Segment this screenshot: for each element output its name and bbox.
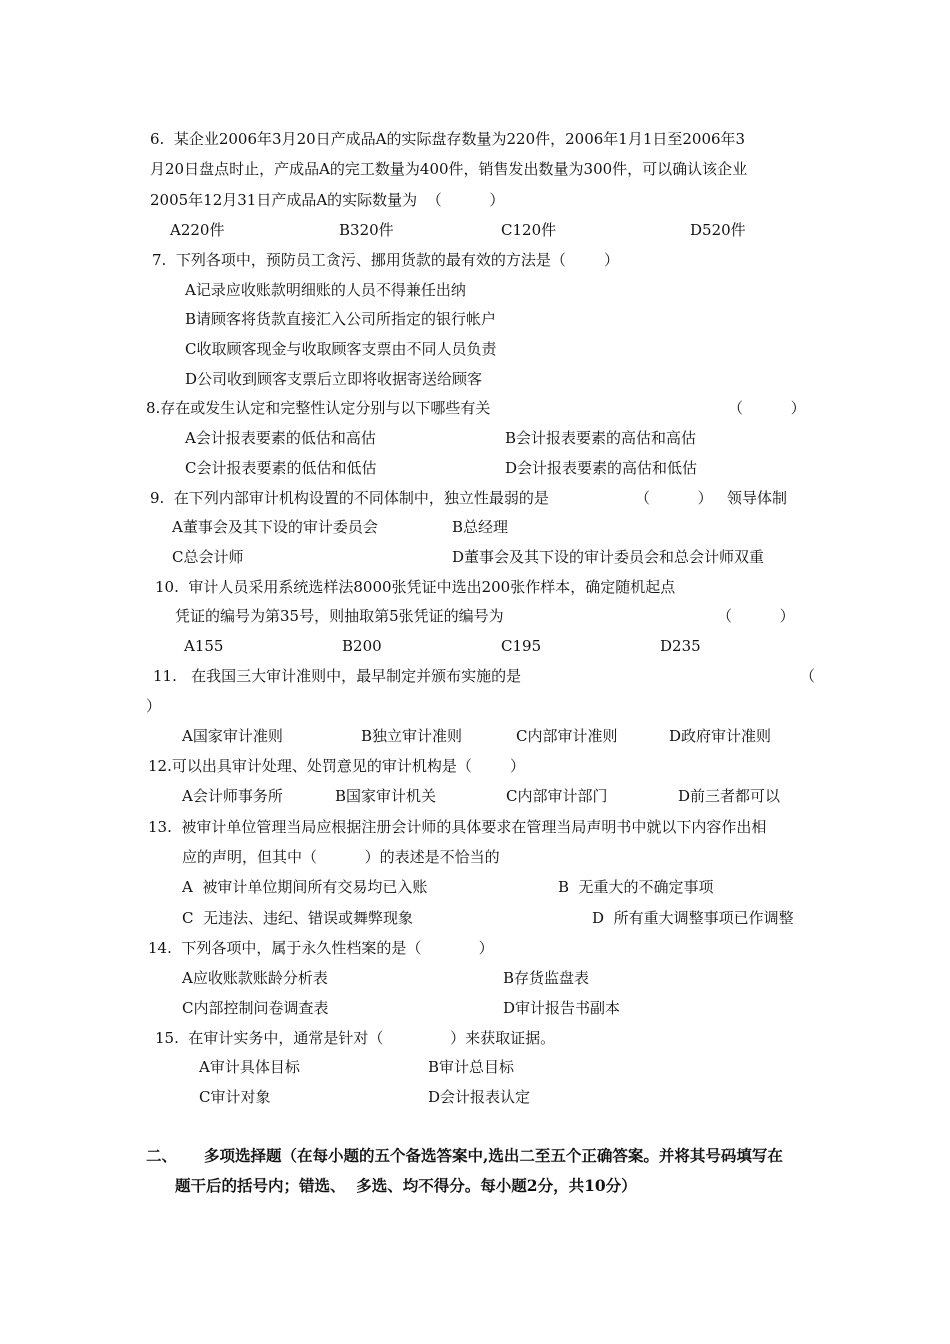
section2-number: 二、 xyxy=(146,1146,178,1165)
q10-option-d: D235 xyxy=(660,637,701,655)
q10-option-b: B200 xyxy=(342,637,382,655)
q7-stem: 7. 下列各项中，预防员工贪污、挪用货款的最有效的方法是（ ） xyxy=(152,251,619,269)
q9-option-a: A董事会及其下设的审计委员会 xyxy=(172,518,378,536)
q14-option-d: D审计报告书副本 xyxy=(503,999,621,1017)
q8-stem: 8.存在或发生认定和完整性认定分别与以下哪些有关 xyxy=(146,399,491,417)
q15-option-b: B审计总目标 xyxy=(428,1058,515,1076)
q6-option-a: A220件 xyxy=(170,221,225,239)
section2-heading-line1: 多项选择题（在每小题的五个备选答案中,选出二至五个正确答案。并将其号码填写在 xyxy=(204,1146,783,1165)
q9-option-b: B总经理 xyxy=(452,518,509,536)
q12-stem: 12.可以出具审计处理、处罚意见的审计机构是（ ） xyxy=(148,757,526,775)
section2-heading-line2: 题干后的括号内；错选、 多选、均不得分。每小题2分，共10分） xyxy=(175,1176,637,1195)
q9-option-c: C总会计师 xyxy=(172,548,244,566)
q14-stem: 14. 下列各项中，属于永久性档案的是（ ） xyxy=(148,939,494,957)
q11-option-b: B独立审计准则 xyxy=(361,727,463,745)
q11-option-d: D政府审计准则 xyxy=(669,727,772,745)
q9-answer-paren: （ ） 领导体制 xyxy=(635,489,787,507)
q10-stem-line2: 凭证的编号为第35号，则抽取第5张凭证的编号为 xyxy=(175,607,504,625)
q15-option-d: D会计报表认定 xyxy=(428,1088,531,1106)
q9-stem: 9. 在下列内部审计机构设置的不同体制中，独立性最弱的是 xyxy=(150,489,549,507)
q8-option-d: D会计报表要素的高估和低估 xyxy=(505,459,698,477)
q7-option-a: A记录应收账款明细账的人员不得兼任出纳 xyxy=(185,281,466,299)
q7-option-b: B请顾客将货款直接汇入公司所指定的银行帐户 xyxy=(185,310,497,328)
q13-option-c: C 无违法、违纪、错误或舞弊现象 xyxy=(182,909,414,927)
q10-option-c: C195 xyxy=(501,637,542,655)
q10-option-a: A155 xyxy=(184,637,224,655)
q10-answer-paren: （ ） xyxy=(717,607,795,625)
q15-stem: 15. 在审计实务中，通常是针对（ ）来获取证据。 xyxy=(155,1029,556,1047)
q8-option-a: A会计报表要素的低估和高估 xyxy=(185,429,376,447)
q15-option-a: A审计具体目标 xyxy=(199,1058,300,1076)
q6-option-c: C120件 xyxy=(501,221,557,239)
q11-option-a: A国家审计准则 xyxy=(182,727,283,745)
q11-stem: 11. 在我国三大审计准则中，最早制定并颁布实施的是 xyxy=(153,667,522,685)
q6-stem-line2: 月20日盘点时止，产成品A的完工数量为400件，销售发出数量为300件，可以确认该企业 xyxy=(150,160,748,178)
q13-option-b: B 无重大的不确定事项 xyxy=(558,878,714,896)
q15-option-c: C审计对象 xyxy=(199,1088,271,1106)
q8-answer-paren: （ ） xyxy=(728,399,806,417)
q12-option-b: B国家审计机关 xyxy=(335,787,437,805)
q13-option-d: D 所有重大调整事项已作调整 xyxy=(592,909,794,927)
q11-answer-paren-open: （ xyxy=(800,667,816,685)
q6-stem-line3: 2005年12月31日产成品A的实际数量为 （ ） xyxy=(150,191,505,209)
q14-option-c: C内部控制问卷调查表 xyxy=(182,999,329,1017)
q12-option-d: D前三者都可以 xyxy=(678,787,781,805)
q11-answer-paren-close: ） xyxy=(146,697,162,715)
q6-stem-line1: 6. 某企业2006年3月20日产成品A的实际盘存数量为220件，2006年1月1日至2006年3 xyxy=(150,130,746,148)
q13-option-a: A 被审计单位期间所有交易均已入账 xyxy=(182,878,428,896)
q13-stem-line1: 13. 被审计单位管理当局应根据注册会计师的具体要求在管理当局声明书中就以下内容作出相 xyxy=(148,818,767,836)
q14-option-b: B存货监盘表 xyxy=(503,969,590,987)
q6-option-b: B320件 xyxy=(339,221,394,239)
q8-option-b: B会计报表要素的高估和高估 xyxy=(505,429,697,447)
q11-option-c: C内部审计准则 xyxy=(516,727,618,745)
q12-option-c: C内部审计部门 xyxy=(506,787,608,805)
q10-stem-line1: 10. 审计人员采用系统选样法8000张凭证中选出200张作样本，确定随机起点 xyxy=(155,578,676,596)
q8-option-c: C会计报表要素的低估和低估 xyxy=(185,459,377,477)
q12-option-a: A会计师事务所 xyxy=(182,787,283,805)
q7-option-d: D公司收到顾客支票后立即将收据寄送给顾客 xyxy=(185,370,483,388)
q14-option-a: A应收账款账龄分析表 xyxy=(182,969,328,987)
q13-stem-line2: 应的声明，但其中（ ）的表述是不恰当的 xyxy=(182,848,500,866)
q9-option-d: D董事会及其下设的审计委员会和总会计师双重 xyxy=(452,548,765,566)
q7-option-c: C收取顾客现金与收取顾客支票由不同人员负责 xyxy=(185,340,497,358)
q6-option-d: D520件 xyxy=(690,221,746,239)
